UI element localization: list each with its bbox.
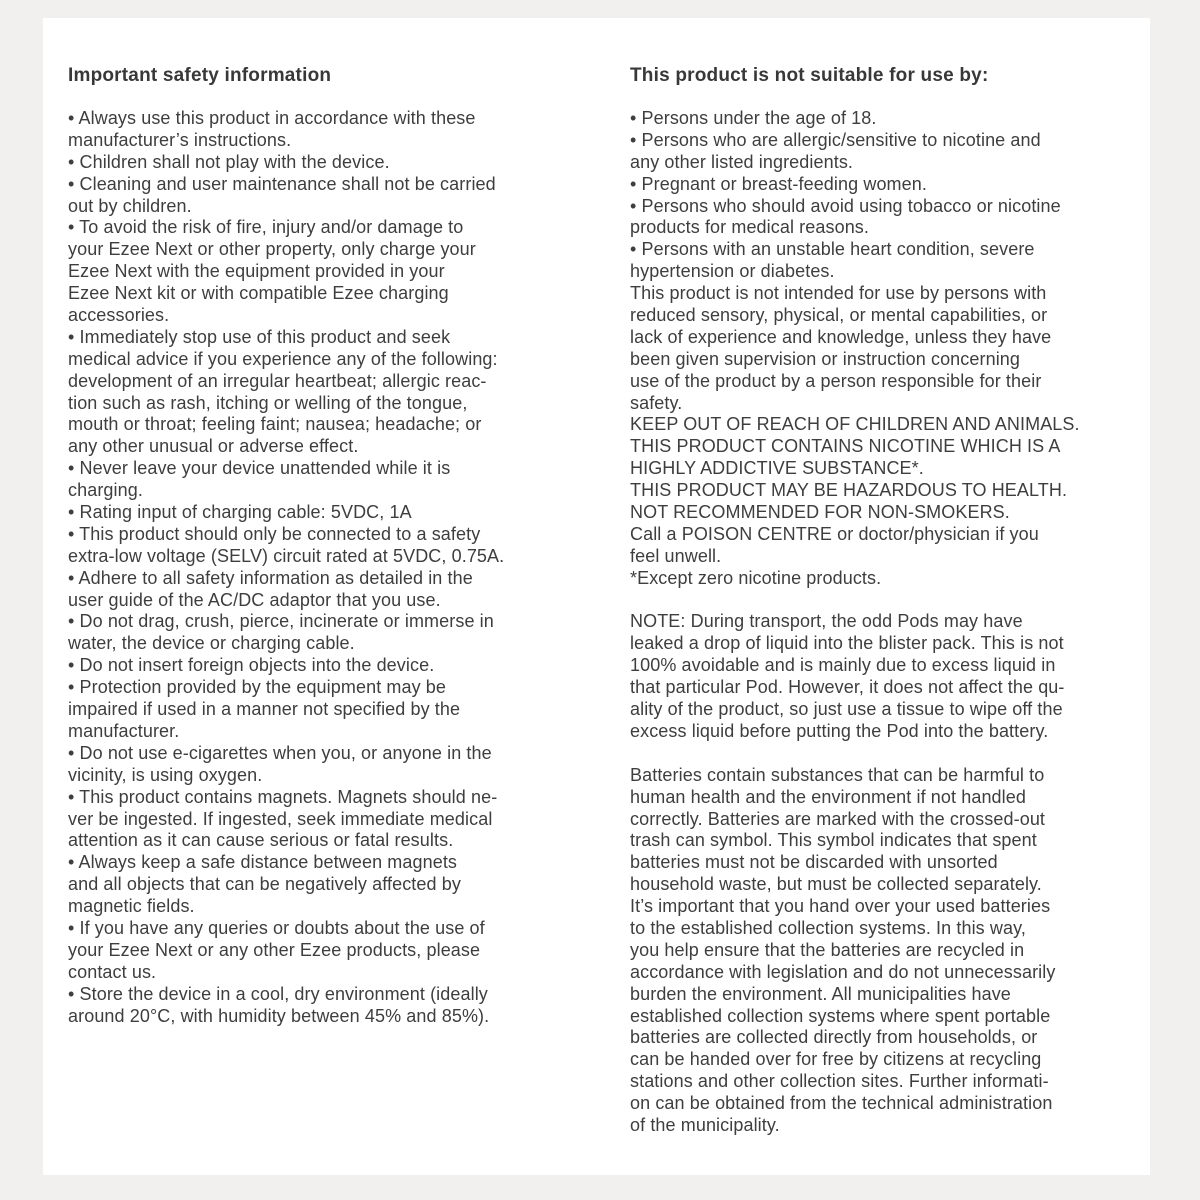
text-line: human health and the environment if not handled: [630, 786, 1026, 807]
text-line: THIS PRODUCT CONTAINS NICOTINE WHICH IS A: [630, 436, 1061, 457]
text-line: • Protection provided by the equipment may be: [68, 677, 447, 698]
left-column-heading: Important safety information: [68, 65, 332, 86]
text-line: charging.: [68, 480, 143, 501]
text-line: lack of experience and knowledge, unless they have: [630, 326, 1052, 347]
text-line: and all objects that can be negatively affected by: [68, 874, 461, 895]
text-line: This product is not intended for use by persons with: [630, 283, 1047, 304]
text-line: any other listed ingredients.: [630, 151, 854, 172]
text-line: excess liquid before putting the Pod into the battery.: [630, 720, 1049, 741]
text-line: accessories.: [68, 305, 170, 326]
text-line: Batteries contain substances that can be harmful to: [630, 764, 1045, 785]
text-line: development of an irregular heartbeat; allergic reac-: [68, 370, 487, 391]
text-line: household waste, but must be collected separately.: [630, 874, 1042, 895]
text-line: trash can symbol. This symbol indicates that spent: [630, 830, 1037, 851]
text-line: [630, 590, 1150, 612]
right-column-body: [630, 108, 1150, 1137]
text-line: mouth or throat; feeling faint; nausea; headache; or: [68, 414, 482, 435]
text-line: vicinity, is using oxygen.: [68, 764, 263, 785]
text-line: ver be ingested. If ingested, seek immediate medical: [68, 808, 493, 829]
text-line: • Children shall not play with the device.: [68, 151, 390, 172]
text-line: • Persons with an unstable heart condition, severe: [630, 239, 1035, 260]
text-line: • If you have any queries or doubts about the use of: [68, 917, 485, 938]
text-line: correctly. Batteries are marked with the crossed-out: [630, 808, 1046, 829]
text-line: • Persons under the age of 18.: [630, 108, 877, 128]
text-line: around 20°C, with humidity between 45% and 85%).: [68, 1005, 490, 1026]
text-line: manufacturer.: [68, 720, 180, 741]
text-line: ality of the product, so just use a tissue to wipe off the: [630, 699, 1063, 720]
text-line: Ezee Next with the equipment provided in your: [68, 261, 445, 282]
text-line: hypertension or diabetes.: [630, 261, 835, 282]
text-line: burden the environment. All municipalities have: [630, 983, 1011, 1004]
text-line: • This product contains magnets. Magnets should ne-: [68, 786, 498, 807]
text-line: • Do not use e-cigarettes when you, or anyone in the: [68, 742, 492, 763]
text-line: • Pregnant or breast-feeding women.: [630, 173, 927, 194]
text-line: impaired if used in a manner not specified by the: [68, 699, 461, 720]
text-line: *Except zero nicotine products.: [630, 567, 882, 588]
text-line: • Persons who should avoid using tobacco or nicotine: [630, 195, 1061, 216]
text-line: batteries are collected directly from households, or: [630, 1027, 1038, 1048]
text-line: • Always keep a safe distance between magnets: [68, 852, 458, 873]
text-line: • Always use this product in accordance with these: [68, 108, 476, 128]
text-line: THIS PRODUCT MAY BE HAZARDOUS TO HEALTH.: [630, 480, 1068, 501]
text-line: feel unwell.: [630, 545, 722, 566]
text-line: medical advice if you experience any of the following:: [68, 348, 498, 369]
text-line: been given supervision or instruction concerning: [630, 348, 1021, 369]
right-column: [630, 65, 1150, 1137]
text-line: • Adhere to all safety information as detailed in the: [68, 567, 473, 588]
text-line: NOTE: During transport, the odd Pods may have: [630, 611, 1023, 632]
text-line: use of the product by a person responsible for their: [630, 370, 1042, 391]
text-line: you help ensure that the batteries are recycled in: [630, 939, 1025, 960]
text-line: your Ezee Next or other property, only charge your: [68, 239, 476, 260]
text-line: can be handed over for free by citizens at recycling: [630, 1049, 1042, 1070]
text-line: • To avoid the risk of fire, injury and/or damage to: [68, 217, 464, 238]
text-line: of the municipality.: [630, 1114, 780, 1135]
text-line: batteries must not be discarded with unsorted: [630, 852, 998, 873]
text-line: • Do not drag, crush, pierce, incinerate or immerse in: [68, 611, 494, 632]
left-column-body: [68, 108, 593, 1027]
text-line: any other unusual or adverse effect.: [68, 436, 359, 457]
text-line: • Do not insert foreign objects into the device.: [68, 655, 435, 676]
text-line: leaked a drop of liquid into the blister pack. This is not: [630, 633, 1064, 654]
text-line: extra-low voltage (SELV) circuit rated at 5VDC, 0.75A.: [68, 545, 505, 566]
text-line: water, the device or charging cable.: [68, 633, 355, 654]
text-line: [630, 743, 1150, 765]
text-line: • Store the device in a cool, dry environment (ideally: [68, 983, 488, 1004]
text-line: out by children.: [68, 195, 192, 216]
text-line: It’s important that you hand over your used batteries: [630, 896, 1051, 917]
text-line: • Never leave your device unattended while it is: [68, 458, 451, 479]
text-line: products for medical reasons.: [630, 217, 870, 238]
text-line: NOT RECOMMENDED FOR NON-SMOKERS.: [630, 502, 1010, 523]
text-line: attention as it can cause serious or fatal results.: [68, 830, 454, 851]
text-line: manufacturer’s instructions.: [68, 129, 292, 150]
text-line: Call a POISON CENTRE or doctor/physician if you: [630, 523, 1039, 544]
right-column-heading: This product is not suitable for use by:: [630, 65, 989, 86]
text-line: that particular Pod. However, it does not affect the qu-: [630, 677, 1065, 698]
text-line: • Rating input of charging cable: 5VDC, 1A: [68, 502, 412, 523]
text-line: • Persons who are allergic/sensitive to nicotine and: [630, 129, 1041, 150]
text-line: contact us.: [68, 961, 157, 982]
text-line: accordance with legislation and do not unnecessarily: [630, 961, 1056, 982]
text-line: • This product should only be connected to a safety: [68, 523, 481, 544]
text-line: Ezee Next kit or with compatible Ezee charging: [68, 283, 449, 304]
text-line: safety.: [630, 392, 683, 413]
text-line: reduced sensory, physical, or mental capabilities, or: [630, 305, 1048, 326]
text-line: your Ezee Next or any other Ezee products, please: [68, 939, 481, 960]
text-line: magnetic fields.: [68, 896, 195, 917]
text-line: HIGHLY ADDICTIVE SUBSTANCE*.: [630, 458, 924, 479]
text-line: established collection systems where spent portable: [630, 1005, 1051, 1026]
text-line: to the established collection systems. In this way,: [630, 917, 1026, 938]
text-line: • Cleaning and user maintenance shall not be carried: [68, 173, 496, 194]
text-line: 100% avoidable and is mainly due to excess liquid in: [630, 655, 1056, 676]
text-line: tion such as rash, itching or welling of the tongue,: [68, 392, 468, 413]
text-line: stations and other collection sites. Further informati-: [630, 1071, 1049, 1092]
content-card: [43, 18, 1150, 1175]
left-column: [68, 65, 593, 1027]
text-line: on can be obtained from the technical administration: [630, 1093, 1053, 1114]
text-line: • Immediately stop use of this product and seek: [68, 326, 451, 347]
text-line: user guide of the AC/DC adaptor that you use.: [68, 589, 441, 610]
text-line: KEEP OUT OF REACH OF CHILDREN AND ANIMALS.: [630, 414, 1080, 435]
